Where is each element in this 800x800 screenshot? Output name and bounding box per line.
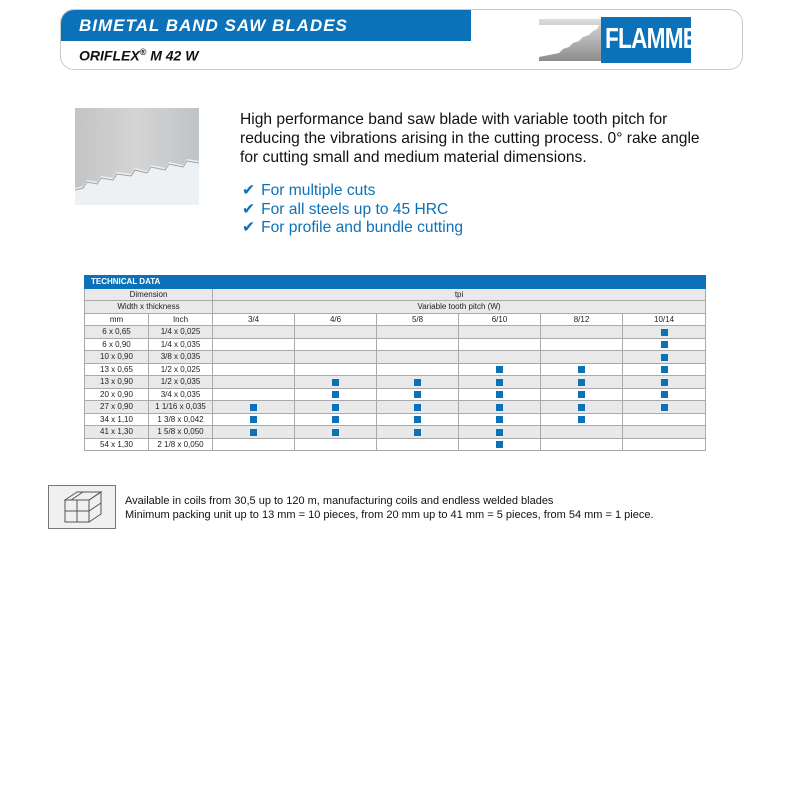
available-marker-icon: [578, 366, 585, 373]
cell-availability: [295, 351, 377, 364]
cell-mm: 10 x 0,90: [85, 351, 149, 364]
cell-availability: [213, 426, 295, 439]
cell-availability: [459, 338, 541, 351]
feature-item: [242, 219, 463, 238]
available-marker-icon: [661, 354, 668, 361]
checkmark-icon: ✔: [242, 200, 256, 218]
cell-availability: [295, 326, 377, 339]
cell-availability: [213, 376, 295, 389]
available-marker-icon: [496, 404, 503, 411]
available-marker-icon: [414, 429, 421, 436]
cell-availability: [623, 351, 706, 364]
cell-availability: [213, 438, 295, 451]
cell-availability: [295, 438, 377, 451]
cell-availability: [623, 413, 706, 426]
cell-availability: [623, 326, 706, 339]
cell-availability: [459, 351, 541, 364]
saw-blade-image: [75, 108, 199, 205]
flamme-logo: [539, 17, 698, 63]
cell-availability: [295, 401, 377, 414]
table-row: [85, 338, 706, 351]
cell-availability: [541, 401, 623, 414]
cell-availability: [213, 338, 295, 351]
cell-availability: [541, 413, 623, 426]
feature-item: [242, 201, 463, 220]
available-marker-icon: [332, 429, 339, 436]
available-marker-icon: [332, 391, 339, 398]
cell-availability: [459, 401, 541, 414]
available-marker-icon: [661, 404, 668, 411]
pitch-header: 5/8: [377, 313, 459, 326]
available-marker-icon: [496, 366, 503, 373]
cell-availability: [377, 388, 459, 401]
cell-availability: [623, 438, 706, 451]
available-marker-icon: [661, 391, 668, 398]
cell-availability: [541, 376, 623, 389]
logo-text: FLAMME: [605, 23, 698, 55]
cell-availability: [377, 401, 459, 414]
cell-availability: [541, 326, 623, 339]
checkmark-icon: ✔: [242, 219, 256, 236]
table-row: [85, 413, 706, 426]
cell-availability: [541, 426, 623, 439]
available-marker-icon: [250, 416, 257, 423]
cell-availability: [541, 363, 623, 376]
available-marker-icon: [414, 391, 421, 398]
table-row: [85, 388, 706, 401]
cell-availability: [377, 426, 459, 439]
packaging-info: [125, 494, 654, 522]
cell-availability: [459, 426, 541, 439]
available-marker-icon: [496, 391, 503, 398]
cell-inch: 1 5/8 x 0,050: [149, 426, 213, 439]
cell-availability: [377, 351, 459, 364]
cell-availability: [623, 401, 706, 414]
cell-availability: [295, 376, 377, 389]
cell-availability: [459, 376, 541, 389]
cell-availability: [377, 376, 459, 389]
available-marker-icon: [661, 366, 668, 373]
pitch-header: 4/6: [295, 313, 377, 326]
available-marker-icon: [578, 391, 585, 398]
available-marker-icon: [496, 441, 503, 448]
cell-inch: 1 1/16 x 0,035: [149, 401, 213, 414]
available-marker-icon: [414, 379, 421, 386]
cell-availability: [295, 338, 377, 351]
cell-mm: 20 x 0,90: [85, 388, 149, 401]
logo-blade-icon: [539, 19, 605, 61]
cell-availability: [541, 351, 623, 364]
cell-availability: [213, 388, 295, 401]
available-marker-icon: [661, 329, 668, 336]
table-row: [85, 351, 706, 364]
available-marker-icon: [496, 416, 503, 423]
available-marker-icon: [250, 429, 257, 436]
cell-availability: [295, 413, 377, 426]
cell-availability: [541, 388, 623, 401]
dimension-header: Dimension: [85, 288, 213, 301]
table-row: [85, 426, 706, 439]
cell-availability: [295, 363, 377, 376]
available-marker-icon: [578, 416, 585, 423]
variable-pitch-header: Variable tooth pitch (W): [213, 301, 706, 314]
cell-availability: [459, 326, 541, 339]
pitch-header: 6/10: [459, 313, 541, 326]
cell-availability: [213, 351, 295, 364]
available-marker-icon: [578, 404, 585, 411]
table-row: [85, 376, 706, 389]
feature-text: For all steels up to 45 HRC: [261, 200, 449, 218]
technical-data-table: [84, 275, 706, 451]
feature-text: For profile and bundle cutting: [261, 219, 464, 236]
product-description: High performance band saw blade with variable tooth pitch for reducing the vibrations arising in the cutting process. 0° rake angle for cutting small and medium material dimensions.: [240, 111, 700, 166]
cell-mm: 6 x 0,65: [85, 326, 149, 339]
feature-list: [242, 182, 463, 238]
cell-availability: [623, 376, 706, 389]
cell-availability: [213, 326, 295, 339]
available-marker-icon: [661, 341, 668, 348]
cell-availability: [623, 388, 706, 401]
inch-header: Inch: [149, 313, 213, 326]
feature-text: For multiple cuts: [261, 182, 376, 199]
cell-availability: [541, 338, 623, 351]
title-bar: [61, 10, 471, 41]
available-marker-icon: [414, 404, 421, 411]
available-marker-icon: [414, 416, 421, 423]
product-name: ORIFLEX: [79, 47, 140, 64]
cell-mm: 41 x 1,30: [85, 426, 149, 439]
cell-inch: 1/2 x 0,025: [149, 363, 213, 376]
cell-mm: 27 x 0,90: [85, 401, 149, 414]
table-row: [85, 363, 706, 376]
cell-availability: [459, 438, 541, 451]
cell-inch: 1/2 x 0,035: [149, 376, 213, 389]
cell-mm: 34 x 1,10: [85, 413, 149, 426]
cell-inch: 3/8 x 0,035: [149, 351, 213, 364]
pitch-header: 3/4: [213, 313, 295, 326]
cell-availability: [541, 438, 623, 451]
cell-mm: 54 x 1,30: [85, 438, 149, 451]
cell-availability: [459, 388, 541, 401]
registered-mark: ®: [139, 47, 147, 57]
feature-item: [242, 182, 463, 201]
checkmark-icon: ✔: [242, 182, 256, 199]
tpi-header: tpi: [213, 288, 706, 301]
cell-availability: [377, 438, 459, 451]
table-row: [85, 326, 706, 339]
cell-availability: [377, 326, 459, 339]
packaging-line: Available in coils from 30,5 up to 120 m, manufacturing coils and endless welded blades: [125, 495, 554, 507]
cell-inch: 1 3/8 x 0,042: [149, 413, 213, 426]
available-marker-icon: [250, 404, 257, 411]
cell-availability: [295, 388, 377, 401]
cell-mm: 13 x 0,90: [85, 376, 149, 389]
available-marker-icon: [332, 379, 339, 386]
pitch-header: 10/14: [623, 313, 706, 326]
cell-availability: [377, 338, 459, 351]
cell-availability: [213, 401, 295, 414]
cell-mm: 6 x 0,90: [85, 338, 149, 351]
cell-availability: [623, 426, 706, 439]
cell-inch: 1/4 x 0,035: [149, 338, 213, 351]
cell-mm: 13 x 0,65: [85, 363, 149, 376]
cell-availability: [213, 413, 295, 426]
page-title: BIMETAL BAND SAW BLADES: [79, 16, 348, 35]
packaging-line: Minimum packing unit up to 13 mm = 10 pieces, from 20 mm up to 41 mm = 5 pieces, from 54 mm = 1 piece.: [125, 509, 654, 521]
box-package-icon: [48, 485, 116, 529]
available-marker-icon: [332, 416, 339, 423]
cell-inch: 2 1/8 x 0,050: [149, 438, 213, 451]
width-thickness-header: Width x thickness: [85, 301, 213, 314]
available-marker-icon: [661, 379, 668, 386]
pitch-header: 8/12: [541, 313, 623, 326]
table-title: TECHNICAL DATA: [85, 276, 706, 289]
cell-availability: [213, 363, 295, 376]
cell-inch: 1/4 x 0,025: [149, 326, 213, 339]
table-row: [85, 401, 706, 414]
cell-availability: [459, 363, 541, 376]
product-code: M 42 W: [150, 47, 199, 64]
header-frame: [60, 9, 743, 70]
table-row: [85, 438, 706, 451]
cell-inch: 3/4 x 0,035: [149, 388, 213, 401]
available-marker-icon: [332, 404, 339, 411]
product-title: [79, 47, 198, 64]
cell-availability: [623, 338, 706, 351]
cell-availability: [623, 363, 706, 376]
cell-availability: [377, 413, 459, 426]
cell-availability: [295, 426, 377, 439]
cell-availability: [377, 363, 459, 376]
cell-availability: [459, 413, 541, 426]
available-marker-icon: [496, 379, 503, 386]
mm-header: mm: [85, 313, 149, 326]
available-marker-icon: [496, 429, 503, 436]
available-marker-icon: [578, 379, 585, 386]
